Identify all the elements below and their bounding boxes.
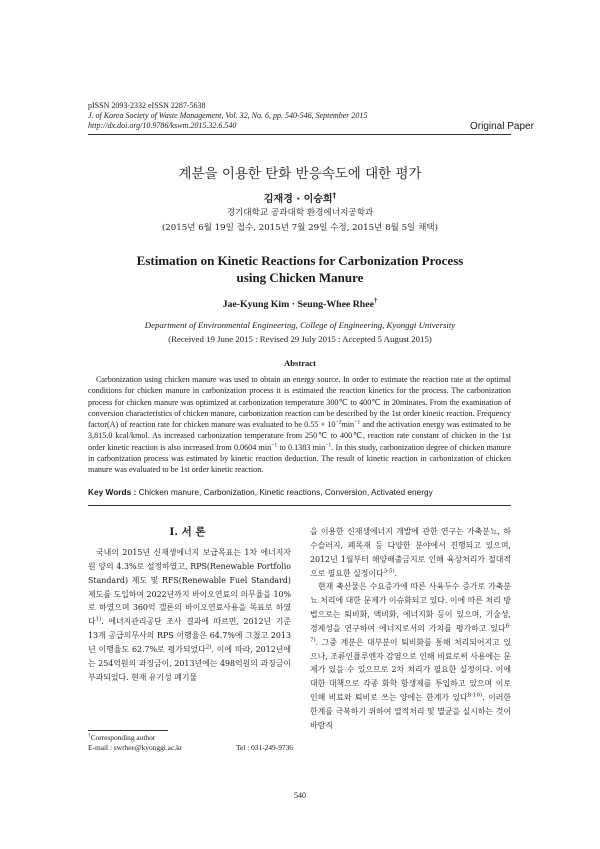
english-authors	[60, 299, 540, 310]
abstract-s1: Carbonization using chicken manure was used to obtain an energy source. In order to estimate the reaction rate at the optimal conditions for chicken manure in carbonization process it is estimated the reaction kinetics for the process. The carbonization process for chicken manure was optimized at carbonization temperature 300℃ to 400℃ in 20minates. From the examination of conversion characteristics of chicken manure, carbonization reaction can be described by the 1st order kinetic reaction. Frequency factor(A) of reaction rate for chicken manure was evaluated to be 0.55 × 10	[88, 375, 511, 430]
abstract-sup3: −1	[271, 442, 278, 449]
doi-link[interactable]: http://dx.doi.org/10.9786/kswm.2015.32.6.540	[88, 121, 237, 130]
abstract-s5: . In this study, carbonization degree of chicken manure in carbonization process was estimated by kinetic reaction deduction. The result of kinetic reaction in carbonization of chicken manure was evaluated to be 1st order kinetic reaction.	[88, 442, 511, 475]
footnote-contact	[88, 743, 293, 753]
english-dates: (Received 19 June 2015 : Revised 29 July 2015 : Accepted 5 August 2015)	[168, 334, 432, 344]
ref-3: 3-5)	[383, 567, 395, 574]
abstract-sup1: −2	[335, 419, 342, 426]
right-text-a: 을 이용한 신재생에너지 개발에 관한 연구는 가축분뇨, 하수슬러지, 폐목재 등 다양한 분야에서 진행되고 있으며, 2012년 1월부터 해양배출금지로 인해 육상처리가 절대적으로 필요한 실정이다	[310, 527, 511, 578]
abstract-s4: to 0.1383 min	[277, 442, 326, 452]
abstract-sup2: −1	[354, 419, 361, 426]
right-p2-text-b: . 그중 계분은 대부분이 퇴비화를 통해 처리되어지고 있으나, 조류인플루엔자 감염으로 인해 비료로써 사용에는 문제가 있을 수 있으므로 2차 처리가 필요한 실정이다. 이에 대한 대책으로 각종 화학 항생제를 투입하고 있으며 이로 인해 비료와 퇴비로 쓰는 양에는 한계가 있다	[310, 637, 511, 703]
footnote-tel: Tel : 031-249-9736	[236, 743, 293, 752]
right-p2-text-a: 현재 축산물은 수요증가에 따른 사육두수 증가로 가축분뇨 처리에 대한 문제가 이슈화되고 있다. 이에 따른 처리 방법으로는 퇴비화, 액비화, 에너지화 등이 있으며, 기술성, 경제성을 연구하여 에너지로서의 가치를 평가하고 있다	[310, 582, 511, 633]
left-text-b: . 에너지관리공단 조사 결과에 따르면, 2012년 기준 13개 공급의무사의 RPS 이행율은 64.7%에 그쳤고 2013년 이행율도 62.7%로 평가되었다	[88, 617, 291, 654]
ref-4: 6-7)	[310, 623, 511, 644]
journal-header	[88, 101, 367, 131]
korean-dates: (2015년 6월 19일 접수, 2015년 7월 29일 수정, 2015년 8월 5일 채택)	[161, 223, 439, 233]
article-type-badge: Original Paper	[470, 121, 534, 132]
header-rule	[88, 134, 511, 135]
korean-author-mark: †	[332, 191, 337, 200]
english-title	[60, 252, 540, 286]
keywords-label: Key Words :	[88, 487, 139, 497]
footnote-mark: †	[88, 732, 91, 739]
keywords	[88, 487, 511, 497]
english-title-line2: using Chicken Manure	[236, 270, 364, 285]
footnote-email[interactable]: E-mail : swrhee@kyonggi.ac.kr	[88, 743, 183, 752]
korean-authors	[60, 190, 540, 205]
ref-5: 8-10)	[467, 692, 483, 699]
right-text-b: .	[394, 568, 398, 578]
footnote-label	[88, 733, 293, 743]
english-title-line1: Estimation on Kinetic Reactions for Carbonization Process	[136, 253, 464, 268]
abstract-heading: Abstract	[284, 358, 316, 368]
english-author-mark: †	[373, 297, 378, 305]
ref-2: 2)	[205, 644, 212, 651]
left-column-paragraph	[88, 546, 291, 684]
abstract-s3: and the activation energy was estimated to be 3,815.0 kcal/kmol. As increased carbonization temperature from 250℃ to 400℃, reaction rate constant of chicken in the 1st order kinetic reaction is also increased from 0.0604 min	[88, 420, 511, 452]
left-text-a: 국내의 2015년 신재생에너지 보급목표는 1차 에너지자원 양의 4.3%로 설정하였고, RPS(Renewable Portfolio Standard) 제도 및 RFS(Renewable Fuel Standard) 제도를 도입하여 2022년까지 바이오연료의 의무율을 10%로 하였으며 360억 갤론의 바이오연료사용을 목표로 하였다	[88, 548, 291, 627]
ref-1: 1)	[95, 616, 102, 623]
journal-citation: J. of Korea Society of Waste Management, Vol. 32, No. 6, pp. 540-546, September 2015	[88, 111, 368, 120]
right-paragraph-1	[310, 525, 511, 580]
section-heading: I. 서 론	[169, 526, 206, 538]
left-text-c: . 이에 따라, 2012년에는 254억원의 과징금이, 2013년에는 498억원의 과징금이 부과되었다. 현재 유기성 폐기물	[88, 644, 291, 682]
right-p2-text-c: . 이러한 한계를 극복하기 위하여 열적처리 및 멸균을 실시하는 것이 바람직	[310, 693, 511, 730]
footnote-rule	[88, 730, 168, 731]
issn-line: pISSN 2093-2332 eISSN 2287-5638	[88, 101, 206, 110]
footnote-label-text: Corresponding author	[90, 733, 156, 742]
keywords-text: Chicken manure, Carbonization, Kinetic reactions, Conversion, Activated energy	[138, 487, 433, 497]
korean-affiliation: 경기대학교 공과대학 환경에너지공학과	[226, 208, 374, 218]
english-author-names: Jae-Kyung Kim · Seung-Whee Rhee	[222, 299, 374, 310]
abstract-sup4: −1	[325, 442, 332, 449]
abstract-body	[88, 374, 511, 476]
right-column	[310, 525, 511, 733]
keywords-rule	[88, 505, 511, 506]
footnote	[88, 733, 293, 753]
english-department: Department of Environmental Engineering, College of Engineering, Kyonggi University	[144, 320, 456, 330]
korean-author-names: 김재경 · 이승희	[263, 194, 333, 205]
abstract-s2: min	[341, 420, 355, 430]
korean-title: 계분을 이용한 탄화 반응속도에 대한 평가	[178, 166, 422, 182]
right-paragraph-2	[310, 580, 511, 732]
page-number: 540	[294, 791, 306, 800]
